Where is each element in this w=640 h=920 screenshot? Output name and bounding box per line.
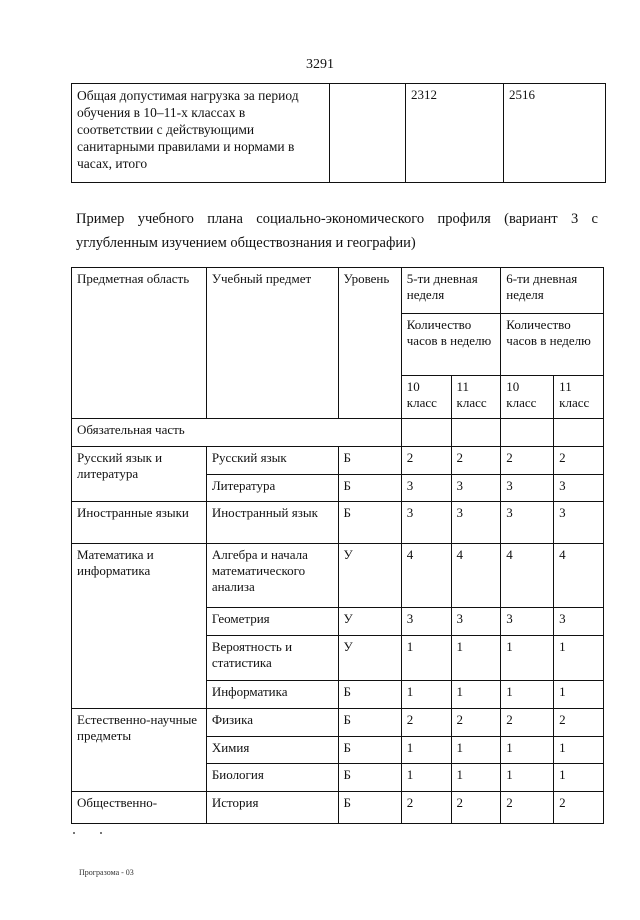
hours-cell: 3	[501, 475, 554, 502]
mandatory-empty-cell	[401, 419, 451, 447]
subject-cell: Вероятность и статистика	[206, 636, 338, 681]
hours-cell: 1	[451, 681, 501, 709]
hours-cell: 2	[501, 447, 554, 475]
subject-cell: Химия	[206, 737, 338, 764]
hours-cell: 1	[451, 764, 501, 792]
hours-cell: 1	[401, 636, 451, 681]
page-number: 3291	[306, 57, 334, 72]
hours-cell: 3	[401, 502, 451, 544]
hours-cell: 2	[401, 447, 451, 475]
subject-cell: Иностранный язык	[206, 502, 338, 544]
curriculum-table	[71, 267, 604, 824]
mandatory-empty-cell	[451, 419, 501, 447]
hours-cell: 1	[554, 636, 604, 681]
header-level: Уровень	[338, 268, 401, 419]
mandatory-part-label: Обязательная часть	[72, 419, 402, 447]
subject-cell: Алгебра и начала математического анализа	[206, 544, 338, 608]
load-empty-cell	[330, 84, 406, 183]
header-grade-11a: 11 класс	[451, 376, 501, 419]
mandatory-empty-cell	[501, 419, 554, 447]
level-cell: Б	[338, 475, 401, 502]
hours-cell: 1	[501, 764, 554, 792]
hours-cell: 2	[554, 792, 604, 824]
hours-cell: 2	[401, 792, 451, 824]
area-cell: Общественно-	[72, 792, 207, 824]
subject-cell: Информатика	[206, 681, 338, 709]
load-value-11: 2516	[504, 84, 606, 183]
hours-cell: 2	[501, 792, 554, 824]
hours-cell: 1	[401, 681, 451, 709]
area-cell: Естественно-научные предметы	[72, 709, 207, 792]
level-cell: Б	[338, 447, 401, 475]
intro-paragraph: Пример учебного плана социально-экономического профиля (вариант 3 с углубленным изучением обществознания и географии)	[76, 211, 598, 251]
hours-cell: 1	[451, 636, 501, 681]
level-cell: У	[338, 608, 401, 636]
hours-cell: 2	[554, 447, 604, 475]
hours-cell: 1	[501, 636, 554, 681]
header-area: Предметная область	[72, 268, 207, 419]
hours-cell: 2	[401, 709, 451, 737]
hours-cell: 4	[554, 544, 604, 608]
hours-cell: 3	[501, 608, 554, 636]
load-value-10: 2312	[406, 84, 504, 183]
level-cell: Б	[338, 764, 401, 792]
level-cell: У	[338, 636, 401, 681]
hours-cell: 1	[501, 737, 554, 764]
hours-cell: 3	[554, 475, 604, 502]
scan-speck	[73, 832, 75, 834]
hours-cell: 1	[554, 764, 604, 792]
level-cell: Б	[338, 792, 401, 824]
hours-cell: 4	[401, 544, 451, 608]
subject-cell: Литература	[206, 475, 338, 502]
area-cell: Математика и информатика	[72, 544, 207, 709]
level-cell: Б	[338, 502, 401, 544]
hours-cell: 3	[501, 502, 554, 544]
mandatory-empty-cell	[554, 419, 604, 447]
hours-cell: 2	[501, 709, 554, 737]
header-subject: Учебный предмет	[206, 268, 338, 419]
area-cell: Иностранные языки	[72, 502, 207, 544]
subject-cell: Физика	[206, 709, 338, 737]
hours-cell: 1	[501, 681, 554, 709]
hours-cell: 3	[451, 502, 501, 544]
load-label: Общая допустимая нагрузка за период обучения в 10–11-х классах в соответствии с действующими санитарными правилами и нормами в часах, итого	[72, 84, 330, 183]
footer-stamp: Програзома - 03	[79, 868, 134, 877]
area-cell: Русский язык и литература	[72, 447, 207, 502]
subject-cell: История	[206, 792, 338, 824]
header-grade-11b: 11 класс	[554, 376, 604, 419]
hours-cell: 1	[401, 737, 451, 764]
header-hours6: Количество часов в неделю	[501, 314, 604, 376]
hours-cell: 4	[501, 544, 554, 608]
hours-cell: 3	[554, 502, 604, 544]
subject-cell: Геометрия	[206, 608, 338, 636]
hours-cell: 2	[451, 792, 501, 824]
hours-cell: 3	[451, 475, 501, 502]
level-cell: Б	[338, 709, 401, 737]
header-hours5: Количество часов в неделю	[401, 314, 501, 376]
hours-cell: 2	[451, 447, 501, 475]
level-cell: Б	[338, 681, 401, 709]
hours-cell: 2	[451, 709, 501, 737]
hours-cell: 3	[401, 475, 451, 502]
hours-cell: 2	[554, 709, 604, 737]
hours-cell: 4	[451, 544, 501, 608]
subject-cell: Биология	[206, 764, 338, 792]
header-week6: 6-ти дневная неделя	[501, 268, 604, 314]
level-cell: У	[338, 544, 401, 608]
hours-cell: 3	[451, 608, 501, 636]
hours-cell: 3	[554, 608, 604, 636]
header-week5: 5-ти дневная неделя	[401, 268, 501, 314]
load-table	[71, 83, 606, 183]
header-grade-10b: 10 класс	[501, 376, 554, 419]
hours-cell: 1	[554, 737, 604, 764]
header-grade-10a: 10 класс	[401, 376, 451, 419]
subject-cell: Русский язык	[206, 447, 338, 475]
level-cell: Б	[338, 737, 401, 764]
scan-speck	[100, 832, 102, 834]
hours-cell: 1	[401, 764, 451, 792]
hours-cell: 3	[401, 608, 451, 636]
hours-cell: 1	[554, 681, 604, 709]
hours-cell: 1	[451, 737, 501, 764]
